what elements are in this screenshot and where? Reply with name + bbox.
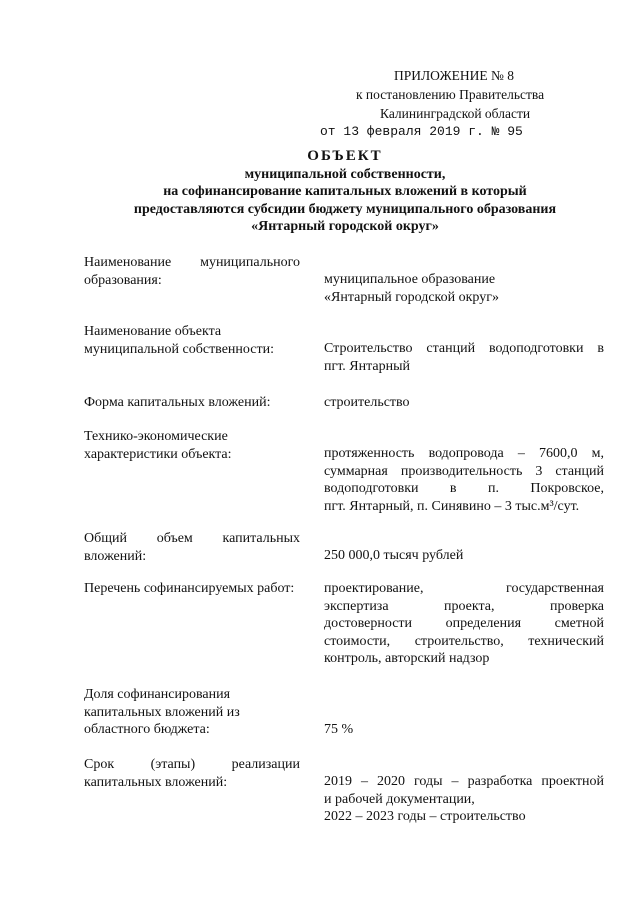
- label-line: Срок (этапы) реализации: [84, 757, 300, 772]
- value-line: 75 %: [324, 722, 354, 737]
- value-line: строительство: [324, 395, 410, 410]
- value-line: Строительство станций водоподготовки в: [324, 341, 604, 356]
- value-line: контроль, авторский надзор: [324, 651, 490, 666]
- field-value: [324, 547, 604, 565]
- value-line: протяженность водопровода – 7600,0 м,: [324, 446, 604, 461]
- field-value: [324, 445, 604, 515]
- appendix-line-resolution: к постановлению Правительства: [356, 87, 545, 102]
- appendix-line-region: Калининградской области: [380, 106, 531, 121]
- label-line: областного бюджета:: [84, 722, 210, 737]
- field-value: [324, 394, 604, 412]
- field-label: [84, 428, 300, 463]
- label-line: муниципальной собственности:: [84, 341, 274, 357]
- value-line: проектирование, государственная: [324, 581, 604, 596]
- value-line: суммарная производительность 3 станций: [324, 463, 604, 479]
- value-line: 250 000,0 тысяч рублей: [324, 548, 464, 563]
- value-line: 2022 – 2023 годы – строительство: [324, 809, 526, 824]
- field-label: [84, 686, 300, 739]
- label-line: капитальных вложений:: [84, 774, 228, 790]
- value-line: пгт. Янтарный: [324, 358, 411, 374]
- document-title: [80, 148, 610, 236]
- appendix-title: ПРИЛОЖЕНИЕ № 8: [394, 68, 515, 83]
- field-label: [84, 394, 300, 412]
- label-line: Наименование муниципального: [84, 255, 300, 270]
- value-line: достоверности определения сметной: [324, 616, 604, 631]
- label-line: Технико-экономические: [84, 429, 228, 444]
- value-line: водоподготовки в п. Покровское,: [324, 481, 604, 496]
- value-line: муниципальное образование: [324, 272, 496, 287]
- field-label: [84, 580, 300, 598]
- label-line: Наименование объекта: [84, 324, 222, 339]
- title-line-3: предоставляются субсидии бюджету муниципального образования: [133, 201, 557, 217]
- label-line: характеристики объекта:: [84, 446, 232, 462]
- label-line: капитальных вложений из: [84, 704, 240, 720]
- label-line: вложений:: [84, 548, 147, 564]
- appendix-number: 95: [507, 124, 523, 139]
- title-line-1: муниципальной собственности,: [244, 166, 446, 182]
- field-label: [84, 254, 300, 289]
- value-line: стоимости, строительство, технический: [324, 633, 604, 649]
- field-label: [84, 323, 300, 358]
- field-label: [84, 530, 300, 565]
- value-line: 2019 – 2020 годы – разработка проектной: [324, 774, 604, 789]
- value-line: экспертиза проекта, проверка: [324, 598, 604, 614]
- appendix-date: от 13 февраля 2019 г. №: [320, 124, 500, 139]
- label-line: образования:: [84, 272, 162, 288]
- field-value: [324, 580, 604, 668]
- title-line-4: «Янтарный городской округ»: [251, 219, 439, 234]
- field-value: [324, 271, 604, 306]
- field-label: [84, 756, 300, 791]
- value-line: и рабочей документации,: [324, 791, 475, 807]
- label-line: Перечень софинансируемых работ:: [84, 581, 295, 596]
- value-line: «Янтарный городской округ»: [324, 289, 499, 305]
- field-value: [324, 773, 604, 826]
- title-line-2: на софинансирование капитальных вложений в который: [163, 184, 527, 199]
- field-value: [324, 721, 604, 739]
- title-main: ОБЪЕКТ: [307, 148, 383, 164]
- label-line: Доля софинансирования: [84, 687, 231, 702]
- label-line: Форма капитальных вложений:: [84, 395, 271, 410]
- label-line: Общий объем капитальных: [84, 531, 300, 546]
- value-line: пгт. Янтарный, п. Синявино – 3 тыс.м³/сут.: [324, 498, 580, 514]
- field-value: [324, 340, 604, 375]
- appendix-date-line: [320, 122, 523, 141]
